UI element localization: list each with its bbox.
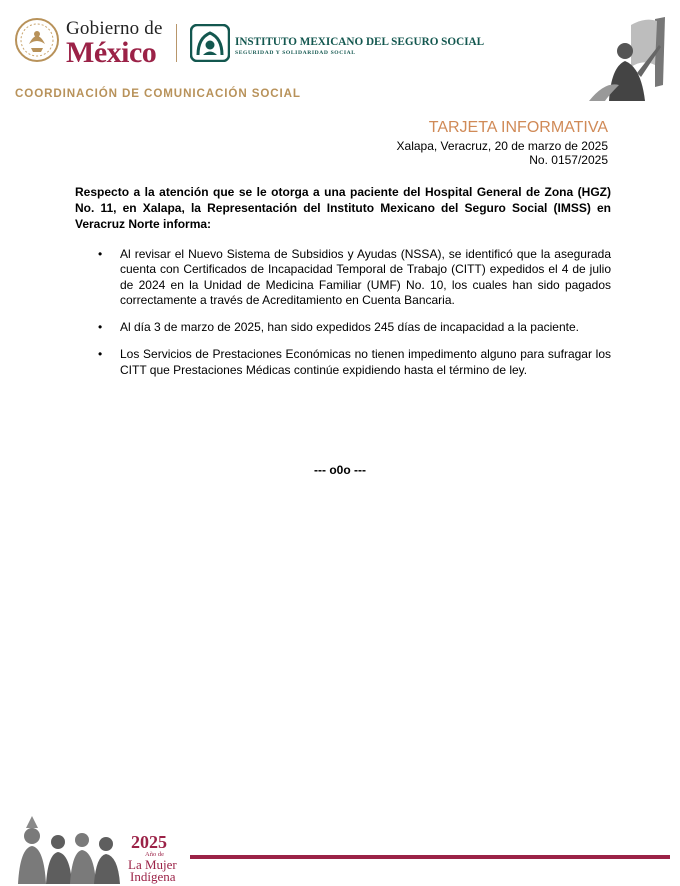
indigenous-women-illustration <box>14 814 124 884</box>
list-item-text: Los Servicios de Prestaciones Económicas no tienen impedimento alguno para sufragar los CITT que Prestaciones Médicas continúe expidiendo hasta el término de ley. <box>120 347 611 377</box>
list-item-text: Al día 3 de marzo de 2025, han sido expedidos 245 días de incapacidad a la paciente. <box>120 320 579 335</box>
list-item-text: Al revisar el Nuevo Sistema de Subsidios y Ayudas (NSSA), se identificó que la asegurada cuenta con Certificados de Incapacidad Temporal de Trabajo (CITT) expedidos el 4 de julio de 2024 en la Unidad de Medicina Familiar (UMF) No. 10, los cuales han sido pagados correctamente a través de Acreditamiento en Cuenta Bancaria. <box>120 247 611 307</box>
national-seal-icon <box>14 14 60 66</box>
intro-paragraph: Respecto a la atención que se le otorga a una paciente del Hospital General de Zona (HGZ) No. 11, en Xalapa, la Representación del Instituto Mexicano del Seguro Social (IMSS) en Veracruz Norte informa: <box>75 185 611 231</box>
footer-bar <box>190 855 670 859</box>
footer-line3: Indígena <box>130 869 176 884</box>
list-item <box>75 247 611 308</box>
document-date: Xalapa, Veracruz, 20 de marzo de 2025 <box>396 139 608 153</box>
document-number: No. 0157/2025 <box>529 153 608 167</box>
footer-line2: La Mujer <box>128 857 177 872</box>
closing-mark: --- o0o --- <box>314 463 366 477</box>
imss-name: INSTITUTO MEXICANO DEL SEGURO SOCIAL <box>235 36 485 48</box>
bullet-glyph: • <box>98 320 103 335</box>
footer-year-subtitle: Año de <box>145 851 164 858</box>
bullet-glyph: • <box>98 347 103 362</box>
imss-logo-icon <box>190 24 230 62</box>
bullet-list <box>75 247 611 390</box>
footer-year: 2025 <box>131 832 167 852</box>
document-type: TARJETA INFORMATIVA <box>428 119 608 136</box>
coordination-heading: COORDINACIÓN DE COMUNICACIÓN SOCIAL <box>15 87 301 100</box>
government-name-line1: Gobierno de <box>66 18 163 39</box>
heroine-flag-illustration <box>585 15 669 103</box>
list-item <box>75 320 611 335</box>
header-divider <box>176 24 177 62</box>
list-item <box>75 347 611 378</box>
imss-tagline: SEGURIDAD Y SOLIDARIDAD SOCIAL <box>235 50 356 56</box>
government-name-line2: México <box>66 36 157 69</box>
bullet-glyph: • <box>98 247 103 261</box>
